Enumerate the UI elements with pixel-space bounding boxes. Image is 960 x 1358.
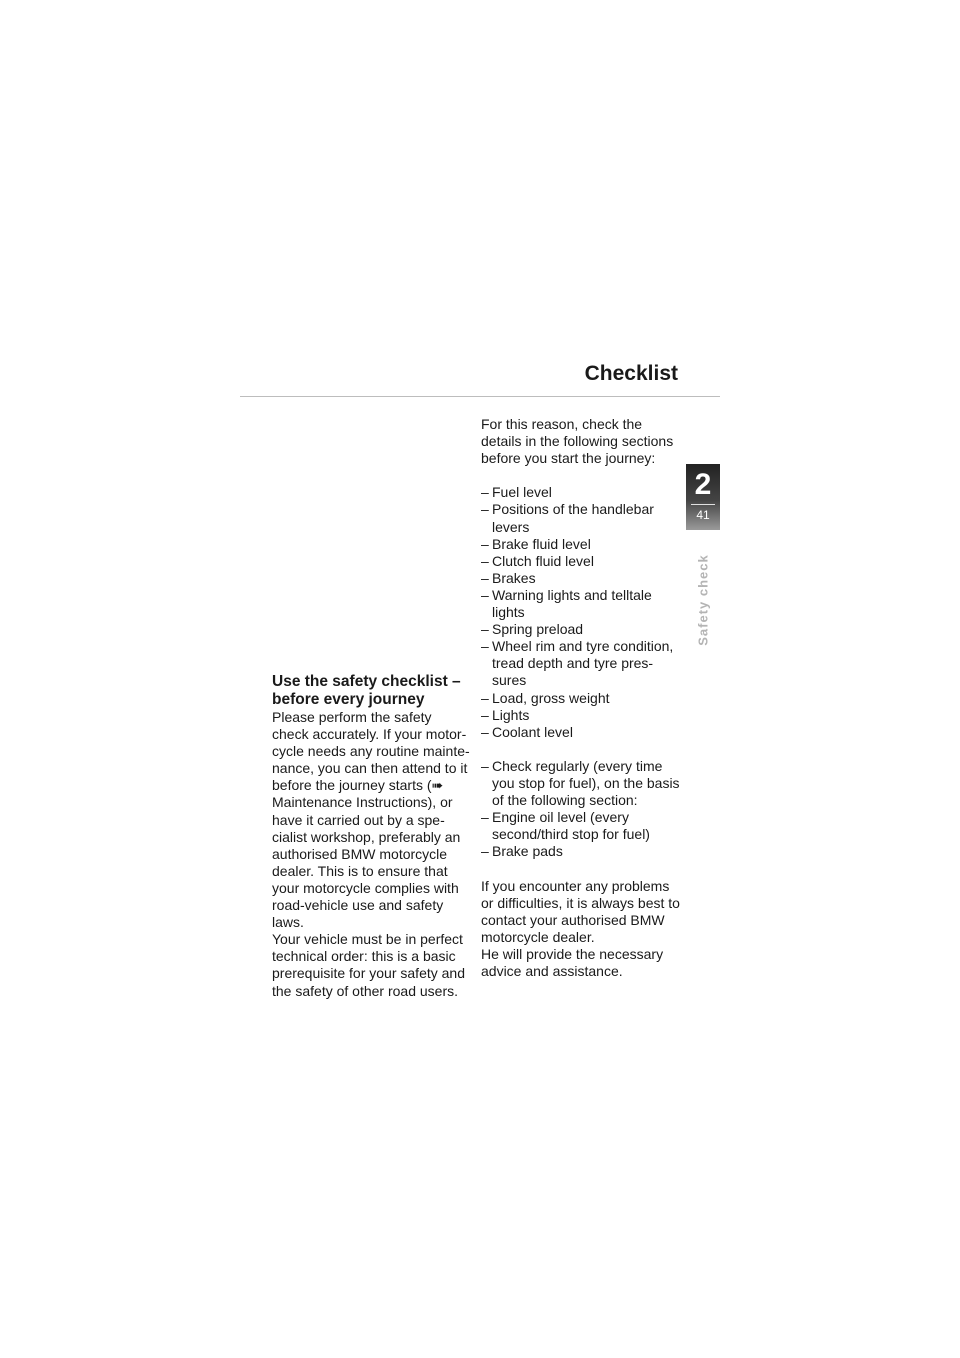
left-column	[272, 673, 470, 1000]
list-item: – Coolant level	[481, 724, 681, 741]
heading-line-1: Use the safety checklist –	[272, 673, 461, 690]
page-title: Checklist	[584, 362, 678, 385]
chapter-divider	[691, 504, 715, 505]
right-column	[481, 416, 681, 980]
list-item: – Brakes	[481, 570, 681, 587]
list-item: – Warning lights and telltale lights	[481, 587, 681, 621]
list-item: – Engine oil level (every second/third stop for fuel)	[481, 809, 681, 843]
list-item: – Fuel level	[481, 484, 681, 501]
regular-checks	[481, 758, 681, 861]
list-item: – Lights	[481, 707, 681, 724]
checklist	[481, 484, 681, 740]
list-item: – Positions of the handlebar levers	[481, 501, 681, 535]
list-item: – Spring preload	[481, 621, 681, 638]
assistance-paragraph: He will provide the necessary advice and assistance.	[481, 945, 664, 979]
requirement-paragraph: Your vehicle must be in perfect technical order: this is a basic prerequisite for your safety and the safety of other road users.	[272, 931, 465, 999]
list-item: – Clutch fluid level	[481, 553, 681, 570]
heading-line-2: before every journey	[272, 691, 425, 708]
page-number: 41	[696, 508, 710, 522]
list-item: – Check regularly (every time you stop for fuel), on the basis of the following section:	[481, 758, 681, 809]
header-rule	[240, 396, 720, 397]
chapter-tab	[686, 464, 720, 530]
list-item: – Brake pads	[481, 843, 681, 860]
intro-paragraph: Please perform the safety check accurately. If your motor-cycle needs any routine mainte-nance, you can then attend to it before the journey starts (➠ Maintenance Instructions), or have it carried out by a spe-cialist workshop, preferably an authorised BMW motorcycle dealer. This is to ensure that your motorcycle complies with road-vehicle use and safety laws.	[272, 709, 470, 931]
list-item: – Load, gross weight	[481, 690, 681, 707]
checklist-intro: For this reason, check the details in the following sections before you start the journey:	[481, 416, 674, 467]
list-item: – Brake fluid level	[481, 536, 681, 553]
chapter-number: 2	[694, 468, 712, 501]
chapter-label: Safety check	[695, 554, 711, 646]
list-item: – Wheel rim and tyre condition, tread depth and tyre pres-sures	[481, 638, 681, 689]
contact-paragraph: If you encounter any problems or difficulties, it is always best to contact your authorised BMW motorcycle dealer.	[481, 877, 680, 945]
section-heading	[272, 673, 470, 709]
